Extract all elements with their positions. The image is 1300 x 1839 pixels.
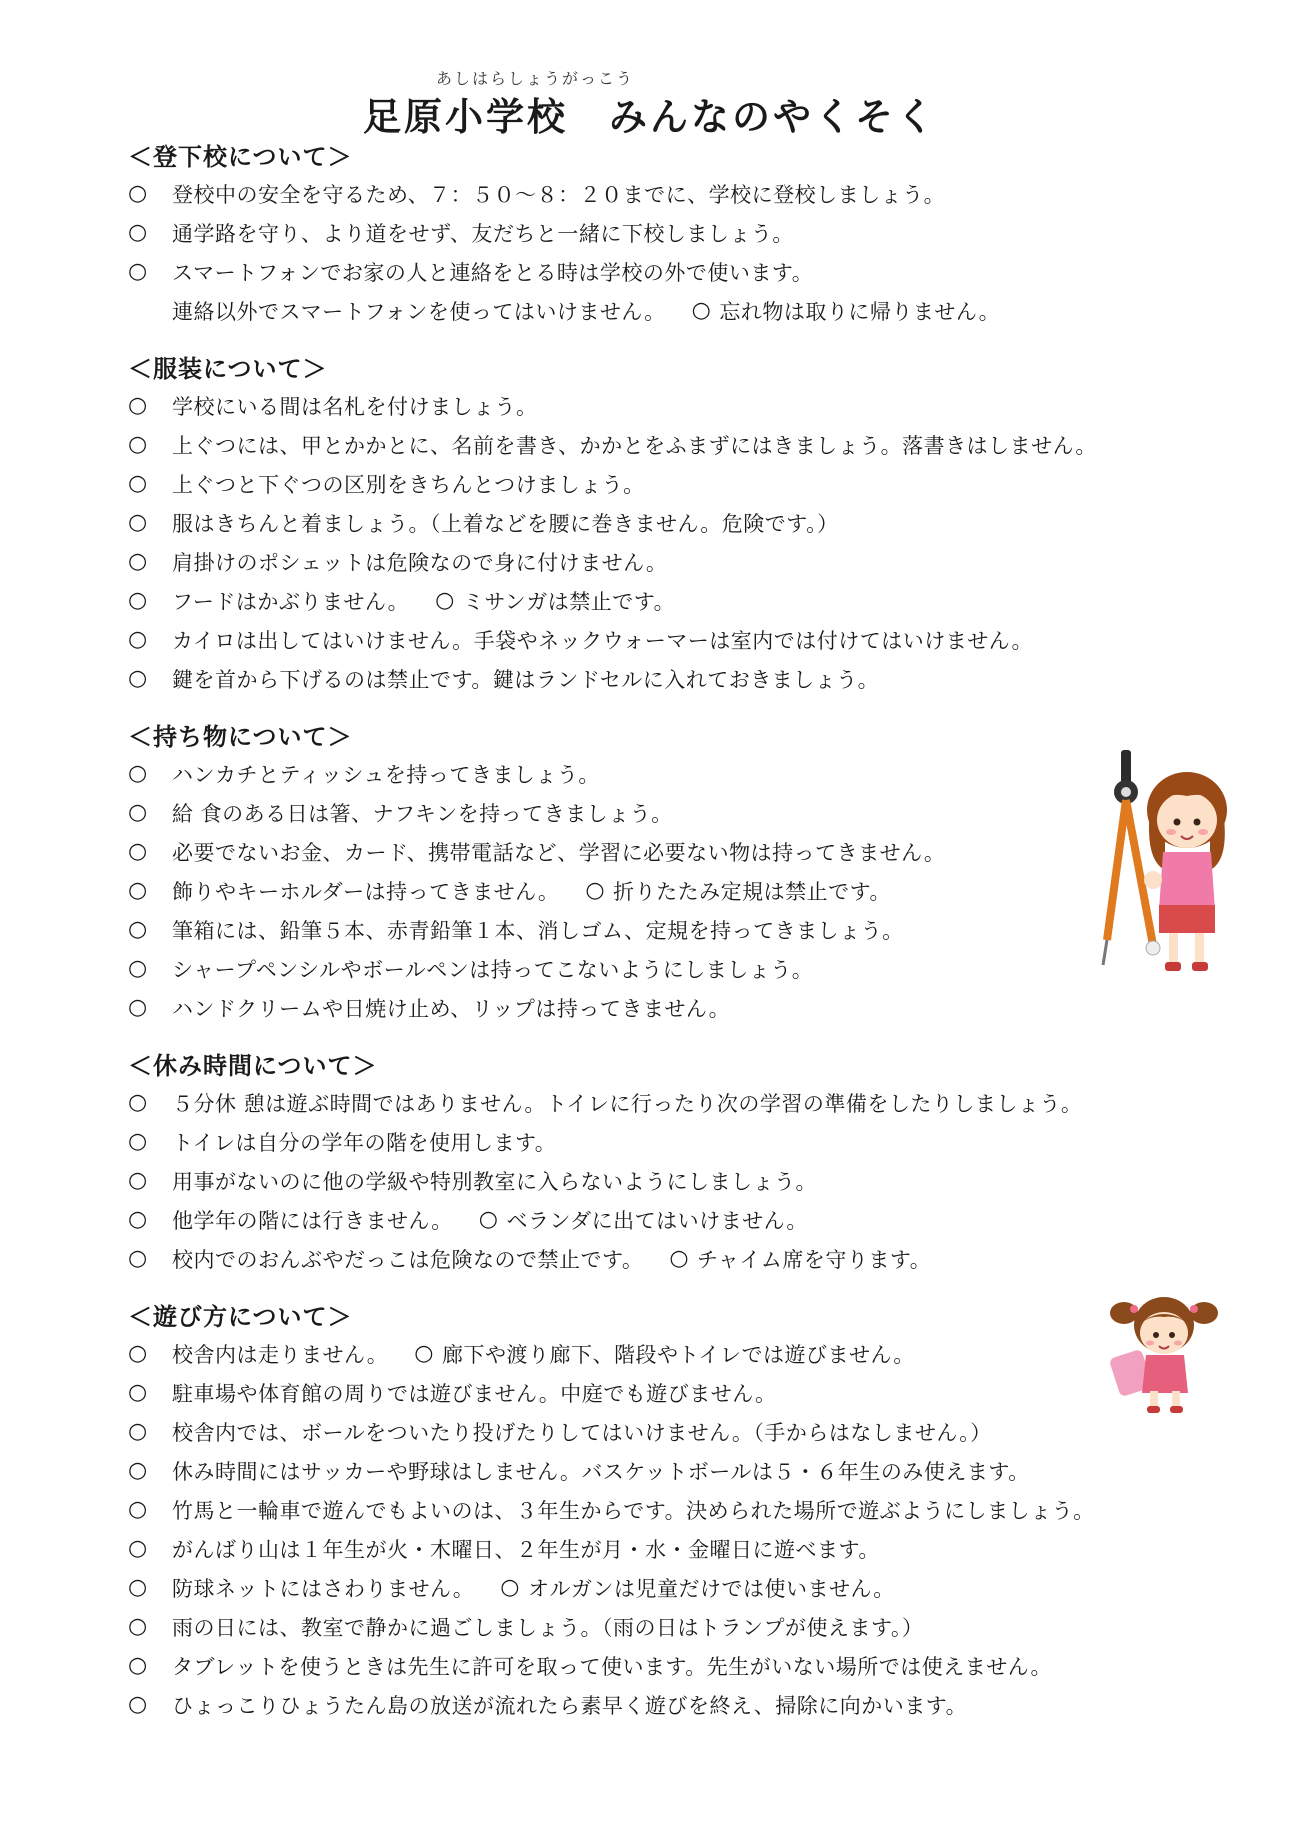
rule-text: 校舎内は走りません。 bbox=[172, 1342, 389, 1367]
circle-mark: ○ bbox=[128, 1575, 148, 1600]
rule-text: 折りたたみ定規は禁止です。 bbox=[613, 879, 891, 904]
rule-item bbox=[128, 291, 1188, 330]
rule-text: 服はきちんと着ましょう。（上着などを腰に巻きません。危険です。） bbox=[172, 511, 839, 536]
circle-mark: ○ bbox=[128, 1692, 148, 1717]
rule-text: 連絡以外でスマートフォンを使ってはいけません。 bbox=[172, 299, 666, 324]
rule-text: 竹馬と一輪車で遊んでもよいのは、３年生からです。決められた場所で遊ぶようにしましょう。 bbox=[172, 1498, 1095, 1523]
circle-mark: ○ bbox=[414, 1341, 434, 1366]
rule-text: 他学年の階には行きません。 bbox=[172, 1208, 453, 1233]
rule-text: ミサンガは禁止です。 bbox=[462, 589, 676, 614]
circle-mark: ○ bbox=[128, 588, 148, 613]
rule-text: 廊下や渡り廊下、階段やトイレでは遊びません。 bbox=[441, 1342, 915, 1367]
rule-text: 学校にいる間は名札を付けましょう。 bbox=[172, 394, 538, 419]
section-heading: ＜登下校について＞ bbox=[128, 143, 353, 171]
rule-item bbox=[128, 1122, 1188, 1161]
rules-sections bbox=[128, 140, 1188, 1746]
rule-text: がんばり山は１年生が火・木曜日、２年生が月・水・金曜日に遊べます。 bbox=[172, 1537, 880, 1562]
circle-mark: ○ bbox=[128, 471, 148, 496]
rule-text: 雨の日には、教室で静かに過ごしましょう。（雨の日はトランプが使えます。） bbox=[172, 1615, 924, 1640]
rules-section bbox=[128, 352, 1188, 698]
rule-item bbox=[128, 988, 1188, 1027]
rules-section bbox=[128, 1049, 1188, 1278]
circle-mark: ○ bbox=[691, 298, 712, 323]
circle-mark: ○ bbox=[128, 1536, 148, 1561]
rule-text: 必要でないお金、カード、携帯電話など、学習に必要ない物は持ってきません。 bbox=[172, 840, 946, 865]
rule-item bbox=[128, 1568, 1188, 1607]
circle-mark: ○ bbox=[128, 1246, 148, 1271]
rule-text: ベランダに出てはいけません。 bbox=[506, 1208, 808, 1233]
rule-item bbox=[128, 1083, 1188, 1122]
rule-item bbox=[128, 1412, 1188, 1451]
rule-text: 忘れ物は取りに帰りません。 bbox=[719, 299, 1001, 324]
rule-item bbox=[128, 793, 1188, 832]
rule-text: シャープペンシルやボールペンは持ってこないようにしましょう。 bbox=[172, 957, 814, 982]
rule-text: ハンドクリームや日焼け止め、リップは持ってきません。 bbox=[172, 996, 731, 1021]
rule-item bbox=[128, 386, 1188, 425]
circle-mark: ○ bbox=[128, 1497, 148, 1522]
circle-mark: ○ bbox=[128, 917, 148, 942]
rule-item bbox=[128, 754, 1188, 793]
circle-mark: ○ bbox=[128, 1458, 148, 1483]
rule-item bbox=[128, 1529, 1188, 1568]
rule-text: 用事がないのに他の学級や特別教室に入らないようにしましょう。 bbox=[172, 1169, 817, 1194]
circle-mark: ○ bbox=[128, 393, 148, 418]
title-block bbox=[0, 66, 1300, 141]
circle-mark: ○ bbox=[128, 181, 148, 206]
rule-item bbox=[128, 620, 1188, 659]
page-title: 足原小学校 みんなのやくそく bbox=[362, 95, 937, 139]
rule-text: フードはかぶりません。 bbox=[172, 589, 410, 614]
rule-text: 飾りやキーホルダーは持ってきません。 bbox=[172, 879, 560, 904]
girl-with-randoseru-illustration bbox=[1100, 1285, 1230, 1415]
rule-item bbox=[128, 581, 1188, 620]
rule-item bbox=[128, 1334, 1188, 1373]
circle-mark: ○ bbox=[128, 1653, 148, 1678]
circle-mark: ○ bbox=[128, 1341, 148, 1366]
circle-mark: ○ bbox=[128, 432, 148, 457]
rule-text: 上ぐつと下ぐつの区別をきちんとつけましょう。 bbox=[172, 472, 645, 497]
rule-item bbox=[128, 1646, 1188, 1685]
rule-item bbox=[128, 542, 1188, 581]
title-ruby: あしはらしょうがっこう bbox=[435, 69, 634, 88]
circle-mark: ○ bbox=[669, 1246, 690, 1271]
rule-text: 通学路を守り、より道をせず、友だちと一緒に下校しましょう。 bbox=[172, 221, 794, 246]
circle-mark: ○ bbox=[478, 1207, 499, 1232]
rule-item bbox=[128, 1161, 1188, 1200]
rule-text: 防球ネットにはさわりません。 bbox=[172, 1576, 475, 1601]
rules-section bbox=[128, 1300, 1188, 1724]
rule-item bbox=[128, 1200, 1188, 1239]
rule-item bbox=[128, 425, 1188, 464]
rule-text: 休み時間にはサッカーや野球はしません。バスケットボールは５・６年生のみ使えます。 bbox=[172, 1459, 1030, 1484]
circle-mark: ○ bbox=[128, 1419, 148, 1444]
rule-text: 登校中の安全を守るため、７：５０～８：２０までに、学校に登校しましょう。 bbox=[172, 182, 946, 207]
rule-item bbox=[128, 949, 1188, 988]
rule-text: トイレは自分の学年の階を使用します。 bbox=[172, 1130, 557, 1155]
rule-text: 上ぐつには、甲とかかとに、名前を書き、かかとをふまずにはきましょう。落書きはしません。 bbox=[172, 433, 1097, 458]
rule-item bbox=[128, 1239, 1188, 1278]
circle-mark: ○ bbox=[128, 761, 148, 786]
rule-text: オルガンは児童だけでは使いません。 bbox=[527, 1576, 895, 1601]
circle-mark: ○ bbox=[585, 878, 606, 903]
circle-mark: ○ bbox=[128, 666, 148, 691]
circle-mark: ○ bbox=[500, 1575, 520, 1600]
circle-mark: ○ bbox=[128, 800, 148, 825]
circle-mark: ○ bbox=[128, 1129, 148, 1154]
rule-item bbox=[128, 871, 1188, 910]
circle-mark: ○ bbox=[128, 259, 148, 284]
circle-mark: ○ bbox=[128, 549, 148, 574]
rule-text: ひょっこりひょうたん島の放送が流れたら素早く遊びを終え、掃除に向かいます。 bbox=[172, 1693, 968, 1718]
circle-mark: ○ bbox=[128, 956, 148, 981]
rule-item bbox=[128, 1490, 1188, 1529]
rule-text: 給 食のある日は箸、ナフキンを持ってきましょう。 bbox=[172, 801, 673, 826]
circle-mark: ○ bbox=[128, 1090, 148, 1115]
girl-with-compass-illustration bbox=[1095, 740, 1235, 985]
section-heading: ＜休み時間について＞ bbox=[128, 1052, 378, 1080]
rule-item bbox=[128, 213, 1188, 252]
rule-text: 校舎内では、ボールをついたり投げたりしてはいけません。（手からはなしません。） bbox=[172, 1420, 992, 1445]
circle-mark: ○ bbox=[128, 878, 148, 903]
rule-text: チャイム席を守ります。 bbox=[697, 1247, 932, 1272]
rule-item bbox=[128, 1373, 1188, 1412]
circle-mark: ○ bbox=[128, 839, 148, 864]
rule-item bbox=[128, 1685, 1188, 1724]
circle-mark: ○ bbox=[128, 1168, 148, 1193]
circle-mark: ○ bbox=[128, 510, 148, 535]
rule-item bbox=[128, 659, 1188, 698]
rule-text: ハンカチとティッシュを持ってきましょう。 bbox=[172, 762, 600, 787]
section-heading: ＜持ち物について＞ bbox=[128, 723, 353, 751]
circle-mark: ○ bbox=[128, 1207, 148, 1232]
section-heading: ＜遊び方について＞ bbox=[128, 1303, 353, 1331]
circle-mark: ○ bbox=[435, 588, 455, 613]
rule-item bbox=[128, 832, 1188, 871]
rule-text: 校内でのおんぶやだっこは危険なので禁止です。 bbox=[172, 1247, 644, 1272]
rules-section bbox=[128, 140, 1188, 330]
rule-text: 鍵を首から下げるのは禁止です。鍵はランドセルに入れておきましょう。 bbox=[172, 667, 880, 692]
rule-item bbox=[128, 252, 1188, 291]
circle-mark: ○ bbox=[128, 220, 148, 245]
rule-text: ５分休 憩は遊ぶ時間ではありません。トイレに行ったり次の学習の準備をしたりしましょう。 bbox=[172, 1091, 1083, 1116]
section-heading: ＜服装について＞ bbox=[128, 355, 328, 383]
rule-text: スマートフォンでお家の人と連絡をとる時は学校の外で使います。 bbox=[172, 260, 814, 285]
circle-mark: ○ bbox=[128, 1614, 148, 1639]
rule-text: 肩掛けのポシェットは危険なので身に付けません。 bbox=[172, 550, 668, 575]
rule-item bbox=[128, 503, 1188, 542]
circle-mark: ○ bbox=[128, 1380, 148, 1405]
circle-mark: ○ bbox=[128, 995, 148, 1020]
rule-item bbox=[128, 910, 1188, 949]
rule-item bbox=[128, 1451, 1188, 1490]
rule-item bbox=[128, 1607, 1188, 1646]
rule-text: 筆箱には、鉛筆５本、赤青鉛筆１本、消しゴム、定規を持ってきましょう。 bbox=[172, 918, 904, 943]
rule-item bbox=[128, 464, 1188, 503]
rule-text: カイロは出してはいけません。手袋やネックウォーマーは室内では付けてはいけません。 bbox=[172, 628, 1034, 653]
circle-mark: ○ bbox=[128, 627, 148, 652]
rules-section bbox=[128, 720, 1188, 1027]
rule-text: タブレットを使うときは先生に許可を取って使います。先生がいない場所では使えません。 bbox=[172, 1654, 1053, 1679]
rule-text: 駐車場や体育館の周りでは遊びません。中庭でも遊びません。 bbox=[172, 1381, 777, 1406]
rule-item bbox=[128, 174, 1188, 213]
